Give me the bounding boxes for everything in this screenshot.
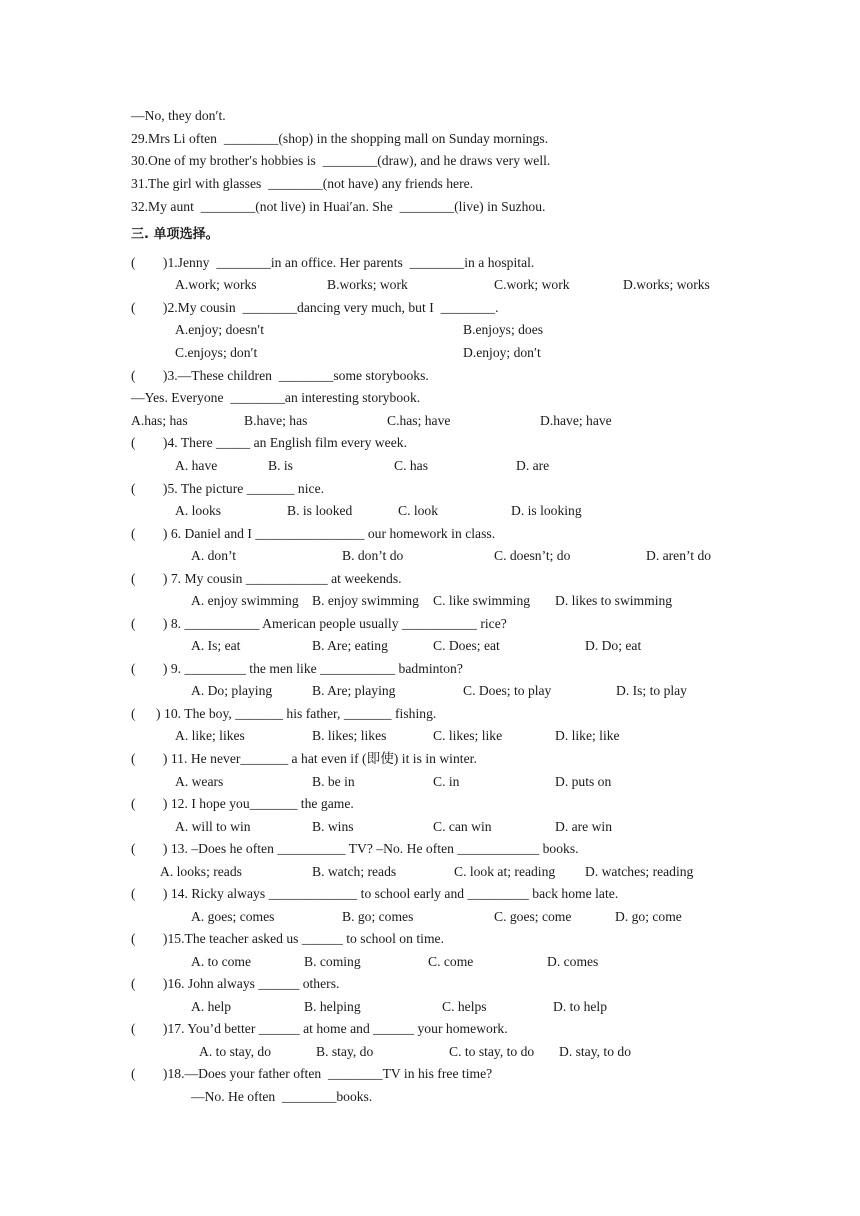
option-b: B. be in — [312, 774, 355, 789]
option-c: C. helps — [442, 999, 487, 1014]
question-stem: ( )16. John always ______ others. — [131, 976, 340, 991]
option-b: B. go; comes — [342, 909, 414, 924]
option-a: A. don’t — [191, 548, 237, 563]
option-c: C. doesn’t; do — [494, 548, 571, 563]
option-d: D.have; have — [540, 413, 612, 428]
option-a: A. Do; playing — [191, 683, 273, 698]
option-a: A. to stay, do — [199, 1044, 271, 1059]
option-b: B. don’t do — [342, 548, 404, 563]
option-a: A.work; works — [175, 277, 257, 292]
option-b: B. enjoy swimming — [312, 593, 419, 608]
option-b: B. watch; reads — [312, 864, 397, 879]
question-stem: ( )18.—Does your father often ________TV in his free time? — [131, 1066, 493, 1081]
option-c: C. come — [428, 954, 474, 969]
option-d: D. stay, to do — [559, 1044, 631, 1059]
question-stem: ( ) 12. I hope you_______ the game. — [131, 796, 354, 811]
option-a: A. Is; eat — [191, 638, 241, 653]
answer-line: —No, they don′t. — [131, 108, 226, 123]
option-a: A. looks; reads — [160, 864, 242, 879]
option-a: A.enjoy; doesn′t — [175, 322, 265, 337]
option-c: C. look — [398, 503, 439, 518]
option-a: A. will to win — [175, 819, 251, 834]
option-a: A. like; likes — [175, 728, 245, 743]
option-c: C. in — [433, 774, 460, 789]
option-a: A.has; has — [131, 413, 188, 428]
option-b: B.enjoys; does — [463, 322, 544, 337]
option-d: D. Is; to play — [616, 683, 687, 698]
option-a: A. enjoy swimming — [191, 593, 299, 608]
fill-question-29: 29.Mrs Li often ________(shop) in the shopping mall on Sunday mornings. — [131, 131, 549, 146]
option-b: B.works; work — [327, 277, 408, 292]
option-a: A. looks — [175, 503, 222, 518]
option-c: C.work; work — [494, 277, 570, 292]
option-c: C. Does; to play — [463, 683, 552, 698]
option-c: C. to stay, to do — [449, 1044, 535, 1059]
question-stem-reply: —Yes. Everyone ________an interesting storybook. — [131, 390, 421, 405]
question-stem: ( )3.—These children ________some storybooks. — [131, 368, 429, 383]
option-c: C. goes; come — [494, 909, 572, 924]
option-d: D.enjoy; don′t — [463, 345, 541, 360]
option-b: B. is — [268, 458, 293, 473]
question-stem: ( ) 7. My cousin ____________ at weekends. — [131, 571, 402, 586]
option-d: D. are — [516, 458, 550, 473]
option-c: C.enjoys; don′t — [175, 345, 258, 360]
question-stem: ( )15.The teacher asked us ______ to school on time. — [131, 931, 445, 946]
option-b: B. coming — [304, 954, 361, 969]
option-b: B. likes; likes — [312, 728, 387, 743]
option-a: A. wears — [175, 774, 224, 789]
option-c: C. Does; eat — [433, 638, 500, 653]
option-c: C. look at; reading — [454, 864, 556, 879]
question-stem: ( ) 10. The boy, _______ his father, _______ fishing. — [131, 706, 437, 721]
option-d: D. are win — [555, 819, 612, 834]
option-d: D. likes to swimming — [555, 593, 673, 608]
option-c: C.has; have — [387, 413, 451, 428]
option-a: A. to come — [191, 954, 252, 969]
option-c: C. likes; like — [433, 728, 503, 743]
option-b: B. Are; eating — [312, 638, 388, 653]
fill-question-31: 31.The girl with glasses ________(not have) any friends here. — [131, 176, 474, 191]
option-b: B. stay, do — [316, 1044, 374, 1059]
option-b: B. wins — [312, 819, 354, 834]
question-stem-reply: —No. He often ________books. — [191, 1089, 373, 1104]
option-b: B.have; has — [244, 413, 308, 428]
option-b: B. Are; playing — [312, 683, 396, 698]
option-d: D. aren’t do — [646, 548, 712, 563]
question-stem: ( )4. There _____ an English film every week. — [131, 435, 407, 450]
option-d: D. Do; eat — [585, 638, 642, 653]
option-a: A. help — [191, 999, 232, 1014]
option-b: B. is looked — [287, 503, 353, 518]
question-stem: ( )1.Jenny ________in an office. Her parents ________in a hospital. — [131, 255, 535, 270]
option-d: D. puts on — [555, 774, 612, 789]
option-d: D.works; works — [623, 277, 710, 292]
question-stem: ( )5. The picture _______ nice. — [131, 481, 325, 496]
option-d: D. to help — [553, 999, 607, 1014]
fill-question-30: 30.One of my brother′s hobbies is ________(draw), and he draws very well. — [131, 153, 551, 168]
option-d: D. comes — [547, 954, 599, 969]
option-c: C. like swimming — [433, 593, 531, 608]
question-stem: ( ) 6. Daniel and I ________________ our homework in class. — [131, 526, 496, 541]
option-d: D. watches; reading — [585, 864, 694, 879]
option-b: B. helping — [304, 999, 361, 1014]
option-c: C. can win — [433, 819, 492, 834]
question-stem: ( ) 9. _________ the men like ___________ badminton? — [131, 661, 463, 676]
question-stem: ( ) 11. He never_______ a hat even if (即使) it is in winter. — [131, 751, 477, 766]
option-a: A. goes; comes — [191, 909, 275, 924]
question-stem: ( )17. You’d better ______ at home and ______ your homework. — [131, 1021, 508, 1036]
fill-question-32: 32.My aunt ________(not live) in Huai′an. She ________(live) in Suzhou. — [131, 199, 546, 214]
option-d: D. like; like — [555, 728, 620, 743]
section-title: 三. 单项选择。 — [131, 227, 219, 242]
question-stem: ( ) 14. Ricky always _____________ to school early and _________ back home late. — [131, 886, 619, 901]
option-d: D. go; come — [615, 909, 682, 924]
option-a: A. have — [175, 458, 218, 473]
question-stem: ( ) 13. –Does he often __________ TV? –No. He often ____________ books. — [131, 841, 579, 856]
question-stem: ( ) 8. ___________ American people usually ___________ rice? — [131, 616, 507, 631]
option-c: C. has — [394, 458, 428, 473]
question-stem: ( )2.My cousin ________dancing very much, but I ________. — [131, 300, 499, 315]
option-d: D. is looking — [511, 503, 582, 518]
